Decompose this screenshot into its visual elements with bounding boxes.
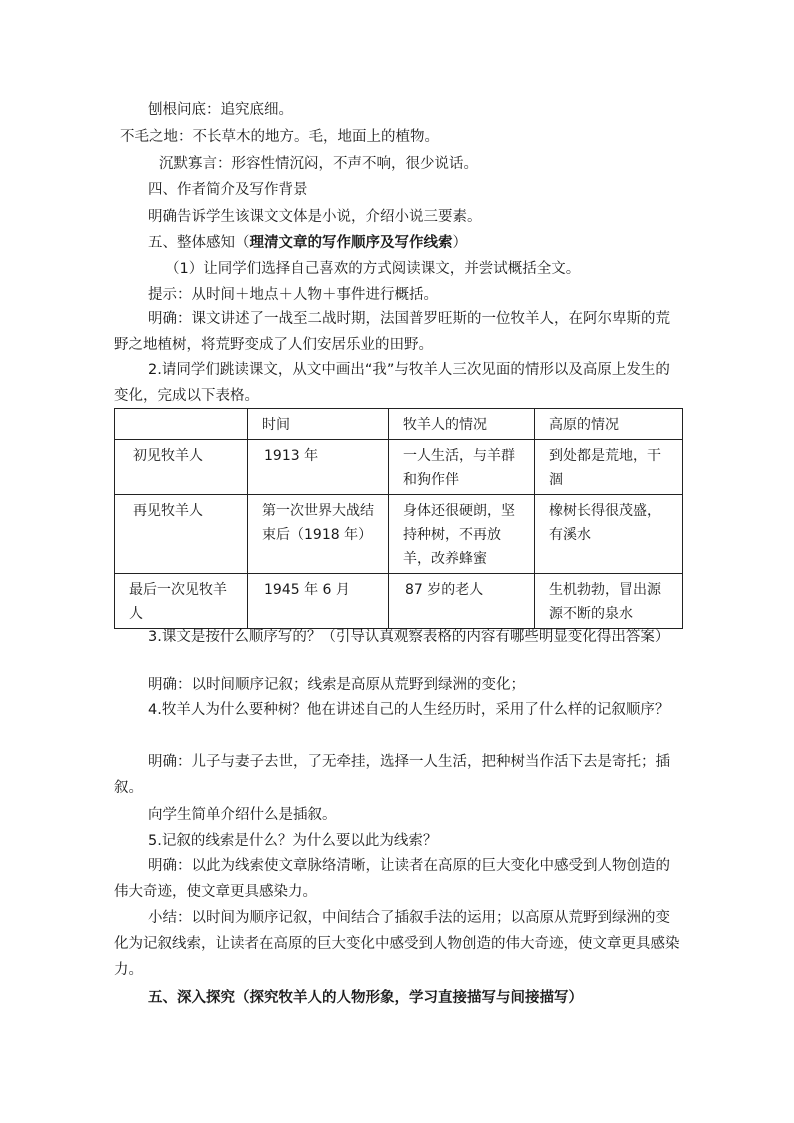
section5-prefix: 五、整体感知（ — [148, 235, 250, 251]
answer-3: 明确：以时间顺序记叙；线索是高原从荒野到绿洲的变化； — [148, 677, 525, 693]
table-row — [115, 495, 683, 574]
question-3: 3.课文是按什么顺序写的？（引导认真观察表格的内容有哪些明显变化得出答案） — [148, 629, 670, 645]
note-4: 向学生简单介绍什么是插叙。 — [148, 807, 337, 823]
table-header-cell: 牧羊人的情况 — [389, 409, 535, 440]
vocab-line-2: 不毛之地：不长草木的地方。毛，地面上的植物。 — [120, 129, 439, 145]
table-header-cell: 高原的情况 — [535, 409, 683, 440]
section6-title: 五、深入探究（探究牧羊人的人物形象，学习直接描写与间接描写） — [148, 990, 583, 1006]
table-header-row — [115, 409, 683, 440]
comparison-table — [114, 408, 683, 629]
table-cell: 初见牧羊人 — [115, 440, 248, 495]
section5-title — [148, 234, 718, 252]
question-5: 5.记叙的线索是什么？为什么要以此为线索？ — [148, 833, 438, 849]
table-header-cell — [115, 409, 248, 440]
table-cell: 第一次世界大战结束后（1918 年） — [248, 495, 389, 574]
summary: 小结：以时间为顺序记叙，中间结合了插叙手法的运用；以高原从荒野到绿洲的变化为记叙线索，让读者在高原的巨大变化中感受到人物创造的伟大奇迹，使文章更具感染力。 — [114, 910, 680, 978]
vocab-line-3: 沉默寡言：形容性情沉闷，不声不响，很少说话。 — [159, 156, 478, 172]
table-row — [115, 440, 683, 495]
answer-4: 明确：儿子与妻子去世，了无牵挂，选择一人生活，把种树当作活下去是寄托；插叙。 — [114, 754, 670, 796]
hint: 提示：从时间＋地点＋人物＋事件进行概括。 — [148, 287, 438, 303]
table-cell: 橡树长得很茂盛，有溪水 — [535, 495, 683, 574]
section4-title: 四、作者简介及写作背景 — [148, 182, 308, 198]
question-4: 4.牧羊人为什么要种树？他在讲述自己的人生经历时，采用了什么样的记叙顺序？ — [148, 702, 670, 718]
section5-suffix: ） — [452, 235, 467, 251]
section5-bold: 理清文章的写作顺序及写作线索 — [249, 235, 453, 251]
answer-5: 明确：以此为线索使文章脉络清晰，让读者在高原的巨大变化中感受到人物创造的伟大奇迹，使文章更具感染力。 — [114, 858, 670, 900]
answer-1: 明确：课文讲述了一战至二战时期，法国普罗旺斯的一位牧羊人，在阿尔卑斯的荒野之地植树，将荒野变成了人们安居乐业的田野。 — [114, 311, 670, 353]
table-cell: 最后一次见牧羊人 — [115, 574, 248, 629]
table-row — [115, 574, 683, 629]
table-cell: 再见牧羊人 — [115, 495, 248, 574]
table-cell: 一人生活，与羊群和狗作伴 — [389, 440, 535, 495]
table-header-cell: 时间 — [248, 409, 389, 440]
section4-text: 明确告诉学生该课文文体是小说，介绍小说三要素。 — [148, 209, 482, 225]
table-cell: 1945 年 6 月 — [248, 574, 389, 629]
vocab-line-1: 刨根问底：追究底细。 — [148, 102, 293, 118]
table-cell: 身体还很硬朗，坚持种树，不再放羊，改养蜂蜜 — [389, 495, 535, 574]
question-1: （1）让同学们选择自己喜欢的方式阅读课文，并尝试概括全文。 — [165, 261, 581, 277]
question-2: 2.请同学们跳读课文，从文中画出“我”与牧羊人三次见面的情形以及高原上发生的变化，完成以下表格。 — [114, 362, 670, 404]
table-cell: 到处都是荒地，干涸 — [535, 440, 683, 495]
table-cell: 1913 年 — [248, 440, 389, 495]
table-cell: 87 岁的老人 — [389, 574, 535, 629]
table-cell: 生机勃勃，冒出源源不断的泉水 — [535, 574, 683, 629]
